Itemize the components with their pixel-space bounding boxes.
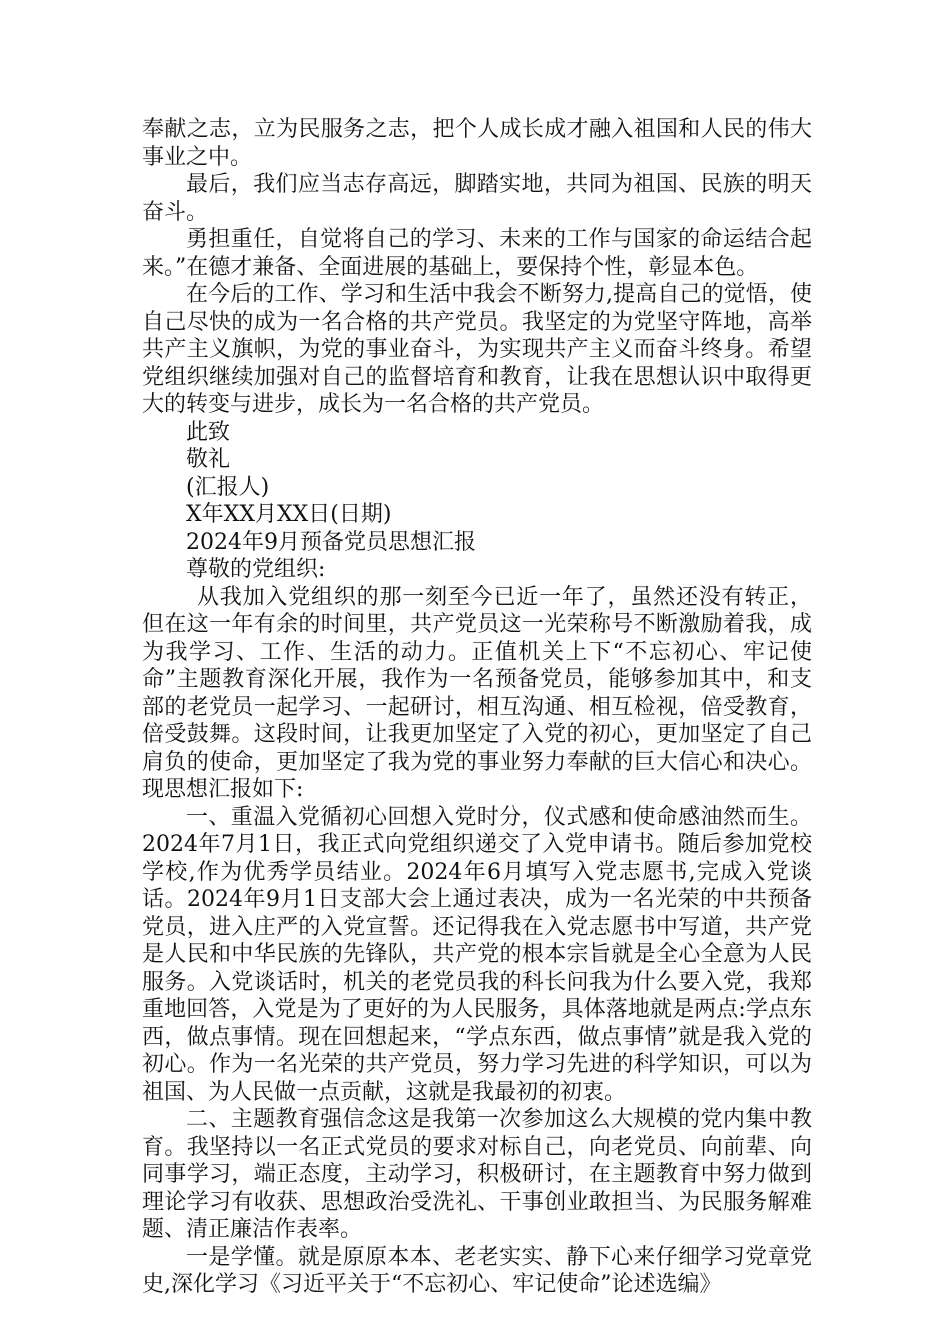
- signature-date: X年XX月XX日(日期): [186, 502, 392, 527]
- paragraph-section-one: 一、重温入党循初心回想入党时分，仪式感和使命感油然而生。2024年7月1日，我正式向党组织递交了入党申请书。随后参加党校学校,作为优秀学员结业。2024年6月填写入党志愿书,完成入党谈话。2024年9月1日支部大会上通过表决，成为一名光荣的中共预备党员，进入庄严的入党宣誓。还记得我在入党志愿书中写道，共产党是人民和中华民族的先锋队，共产党的根本宗旨就是全心全意为人民服务。入党谈话时，机关的老党员我的科长问我为什么要入党，我郑重地回答，入党是为了更好的为人民服务，具体落地就是两点:学点东西，做点事情。现在回想起来，“学点东西，做点事情”就是我入党的初心。作为一名光荣的共产党员，努力学习先进的科学知识，可以为祖国、为人民做一点贡献，这就是我最初的初衷。: [142, 804, 812, 1105]
- report-title: 2024年9月预备党员思想汇报: [186, 529, 476, 555]
- paragraph-continuation: 奉献之志，立为民服务之志，把个人成长成才融入祖国和人民的伟大事业之中。: [142, 117, 812, 170]
- paragraph-section-two: 二、主题教育强信念这是我第一次参加这么大规模的党内集中教育。我坚持以一名正式党员的要求对标自己，向老党员、向前辈、向同事学习，端正态度，主动学习，积极研讨，在主题教育中努力做到理论学习有收获、思想政治受洗礼、干事创业敢担当、为民服务解难题、清正廉洁作表率。: [142, 1107, 812, 1242]
- paragraph-conclusion: 最后，我们应当志存高远，脚踏实地，共同为祖国、民族的明天奋斗。: [142, 172, 812, 225]
- paragraph-learn-understand: 一是学懂。就是原原本本、老老实实、静下心来仔细学习党章党史,深化学习《习近平关于“不忘初心、牢记使命”论述选编》: [142, 1244, 812, 1297]
- signature-reporter: (汇报人): [186, 474, 270, 500]
- paragraph-introduction: 从我加入党组织的那一刻至今已近一年了，虽然还没有转正，但在这一年有余的时间里，共产党员这一光荣称号不断激励着我，成为我学习、工作、生活的动力。正值机关上下“不忘初心、牢记使命”主题教育深化开展，我作为一名预备党员，能够参加其中，和支部的老党员一起学习、一起研讨，相互沟通、相互检视，倍受教育，倍受鼓舞。这段时间，让我更加坚定了入党的初心，更加坚定了自己肩负的使命，更加坚定了我为党的事业努力奉献的巨大信心和决心。现思想汇报如下:: [142, 584, 812, 802]
- paragraph-responsibility: 勇担重任，自觉将自己的学习、未来的工作与国家的命运结合起来。”在德才兼备、全面进展的基础上，要保持个性，彰显本色。: [142, 227, 812, 280]
- closing-regards: 敬礼: [186, 447, 231, 472]
- greeting: 尊敬的党组织:: [186, 557, 326, 582]
- closing-salutation: 此致: [186, 419, 231, 445]
- paragraph-future-effort: 在今后的工作、学习和生活中我会不断努力,提高自己的觉悟，使自己尽快的成为一名合格的共产党员。我坚定的为党坚守阵地，高举共产主义旗帜，为党的事业奋斗，为实现共产主义而奋斗终身。希望党组织继续加强对自己的监督培育和教育，让我在思想认识中取得更大的转变与进步，成长为一名合格的共产党员。: [142, 282, 812, 417]
- document-page: [142, 116, 812, 1299]
